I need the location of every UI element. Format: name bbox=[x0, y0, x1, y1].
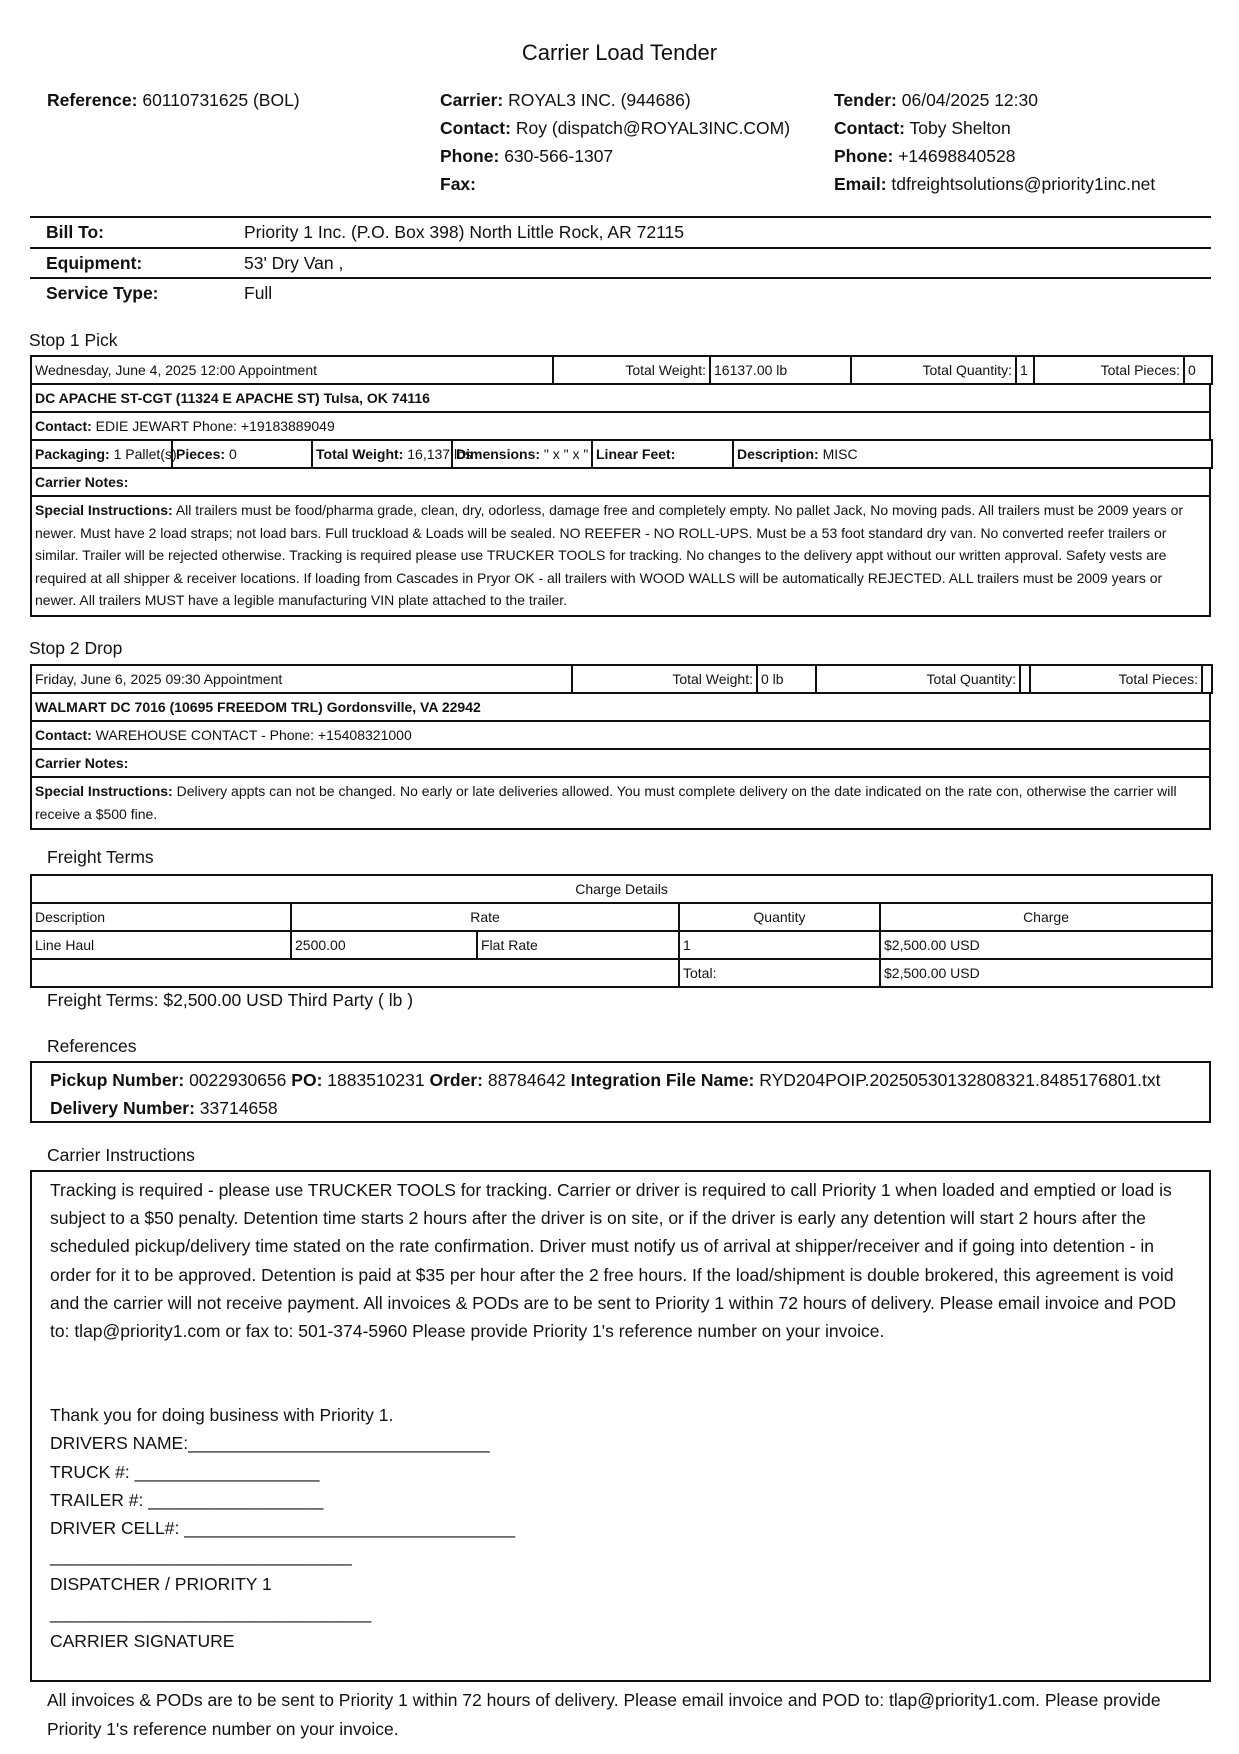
carrier-phone-label: Phone: bbox=[440, 146, 500, 166]
stop2-total-quantity-value bbox=[1020, 665, 1030, 693]
col-description: Description bbox=[31, 903, 291, 931]
stop1-carrier-notes: Carrier Notes: bbox=[31, 468, 1210, 496]
total-spacer bbox=[31, 959, 679, 987]
tender-value: 06/04/2025 12:30 bbox=[901, 90, 1038, 110]
stop2-total-pieces-value bbox=[1202, 665, 1212, 693]
signature-line: _______________________________ bbox=[50, 1546, 352, 1567]
stop1-detail-table bbox=[30, 383, 1211, 441]
tender-phone-value: +14698840528 bbox=[898, 146, 1016, 166]
stop1-contact-value: EDIE JEWART Phone: +19183889049 bbox=[95, 418, 335, 434]
tender-email-value: tdfreightsolutions@priority1inc.net bbox=[891, 174, 1156, 194]
equipment-label: Equipment: bbox=[46, 253, 143, 273]
stop1-notes-table bbox=[30, 467, 1211, 617]
row-charge: $2,500.00 USD bbox=[880, 931, 1212, 959]
dimensions-label: Dimensions: bbox=[456, 446, 541, 462]
pickup-label: Pickup Number: bbox=[50, 1070, 185, 1090]
order-value: 88784642 bbox=[487, 1070, 566, 1090]
equipment-value: 53' Dry Van , bbox=[244, 253, 344, 273]
integration-value: RYD204POIP.20250530132808321.8485176801.txt bbox=[759, 1070, 1161, 1090]
service-type-row bbox=[30, 283, 1211, 307]
packaging-value: 1 Pallet(s) bbox=[113, 446, 177, 462]
drivers-name-line: DRIVERS NAME:_______________________________ bbox=[50, 1433, 490, 1454]
reference-value: 60110731625 (BOL) bbox=[142, 90, 300, 110]
stop1-pieces bbox=[172, 440, 312, 468]
stop1-special-instructions bbox=[31, 496, 1210, 616]
carrier-phone-value: 630-566-1307 bbox=[504, 146, 614, 166]
service-type-value: Full bbox=[244, 283, 273, 303]
carrier-fax-label: Fax: bbox=[440, 174, 476, 194]
signature-line: _________________________________ bbox=[50, 1602, 372, 1623]
stop2-total-quantity-label: Total Quantity: bbox=[816, 665, 1020, 693]
stop2-appointment: Friday, June 6, 2025 09:30 Appointment bbox=[31, 665, 572, 693]
footer-note: All invoices & PODs are to be sent to Priority 1 within 72 hours of delivery. Please email invoice and POD to: tlap@priority1.com. Please provide Priority 1's reference number on your invoice. bbox=[47, 1690, 1161, 1739]
tender-phone-label: Phone: bbox=[834, 146, 894, 166]
order-label: Order: bbox=[429, 1070, 483, 1090]
tender-contact-value: Toby Shelton bbox=[909, 118, 1011, 138]
carrier-instructions-box bbox=[30, 1170, 1211, 1682]
weight-label: Total Weight: bbox=[316, 446, 404, 462]
divider bbox=[30, 247, 1211, 249]
dimensions-value: " x " x " bbox=[543, 446, 589, 462]
equipment-row bbox=[30, 253, 1211, 277]
pickup-value: 0022930656 bbox=[189, 1070, 287, 1090]
stop1-total-quantity-label: Total Quantity: bbox=[851, 356, 1016, 384]
stop2-heading: Stop 2 Drop bbox=[29, 638, 123, 658]
stop2-total-weight-label: Total Weight: bbox=[572, 665, 757, 693]
stop1-location: DC APACHE ST-CGT (11324 E APACHE ST) Tulsa, OK 74116 bbox=[31, 384, 1210, 412]
document-title: Carrier Load Tender bbox=[521, 40, 718, 65]
stop2-summary-table bbox=[30, 664, 1213, 694]
stop1-packaging bbox=[31, 440, 177, 468]
stop1-total-pieces-value: 0 bbox=[1184, 356, 1212, 384]
stop1-total-pieces-label: Total Pieces: bbox=[1034, 356, 1184, 384]
charge-details-header: Charge Details bbox=[31, 875, 1212, 903]
truck-line: TRUCK #: ___________________ bbox=[50, 1461, 320, 1482]
packaging-label: Packaging: bbox=[35, 446, 110, 462]
thanks-line: Thank you for doing business with Priority 1. bbox=[50, 1405, 394, 1426]
row-description: Line Haul bbox=[31, 931, 291, 959]
carrier-contact-value: Roy (dispatch@ROYAL3INC.COM) bbox=[515, 118, 791, 138]
col-rate: Rate bbox=[291, 903, 679, 931]
stop1-linear-feet bbox=[592, 440, 733, 468]
special-instructions-text: All trailers must be food/pharma grade, clean, dry, odorless, damage free and completely empty. No pallet Jack, No moving pads. All trailers must be 2009 years or newer. Must have 2 load straps; not load bars. Full truckload & Loads will be sealed. NO REEFER - NO ROLL-UPS. Must be a 53 foot standard dry van. No converted reefer trailers or similar. Trailer will be rejected otherwise. Tracking is required please use TRUCKER TOOLS for tracking. No changes to the delivery appt without our written approval. Safety vests are required at all shipper & receiver locations. If loading from Cascades in Pryor OK - all trailers with WOOD WALLS will be automatically REJECTED. ALL trailers must be 2009 years or newer. All trailers MUST have a legible manufacturing VIN plate attached to the trailer. bbox=[35, 502, 1184, 609]
references-box bbox=[30, 1061, 1211, 1123]
tender-block bbox=[834, 86, 1214, 198]
row-quantity: 1 bbox=[679, 931, 880, 959]
dispatcher-label: DISPATCHER / PRIORITY 1 bbox=[50, 1574, 272, 1595]
stop1-description bbox=[733, 440, 1212, 468]
tender-email-label: Email: bbox=[834, 174, 887, 194]
carrier-value: ROYAL3 INC. (944686) bbox=[508, 90, 691, 110]
row-rate-type: Flat Rate bbox=[477, 931, 679, 959]
divider bbox=[30, 277, 1211, 279]
references-heading: References bbox=[47, 1036, 137, 1056]
divider bbox=[30, 216, 1211, 218]
stop1-summary-table bbox=[30, 355, 1213, 385]
stop2-detail-table bbox=[30, 692, 1211, 830]
special-instructions-label: Special Instructions: bbox=[35, 502, 173, 519]
linear-feet-label: Linear Feet: bbox=[596, 446, 676, 462]
row-rate: 2500.00 bbox=[291, 931, 477, 959]
po-label: PO: bbox=[291, 1070, 323, 1090]
bill-to-value: Priority 1 Inc. (P.O. Box 398) North Little Rock, AR 72115 bbox=[244, 222, 684, 242]
carrier-block bbox=[440, 86, 830, 198]
delivery-label: Delivery Number: bbox=[50, 1098, 195, 1118]
stop2-total-pieces-label: Total Pieces: bbox=[1030, 665, 1202, 693]
stop2-contact-value: WAREHOUSE CONTACT - Phone: +15408321000 bbox=[95, 727, 412, 743]
freight-heading: Freight Terms bbox=[47, 847, 154, 867]
integration-label: Integration File Name: bbox=[570, 1070, 755, 1090]
carrier-signature-label: CARRIER SIGNATURE bbox=[50, 1630, 235, 1651]
stop1-total-quantity-value: 1 bbox=[1016, 356, 1034, 384]
stop1-heading: Stop 1 Pick bbox=[29, 330, 118, 350]
stop1-appointment: Wednesday, June 4, 2025 12:00 Appointment bbox=[31, 356, 553, 384]
stop2-location: WALMART DC 7016 (10695 FREEDOM TRL) Gordonsville, VA 22942 bbox=[31, 693, 1210, 721]
stop1-contact bbox=[31, 412, 1210, 440]
col-charge: Charge bbox=[880, 903, 1212, 931]
delivery-value: 33714658 bbox=[199, 1098, 278, 1118]
special-instructions-text: Delivery appts can not be changed. No early or late deliveries allowed. You must complete delivery on the date indicated on the rate con, otherwise the carrier will receive a $500 fine. bbox=[35, 783, 1177, 822]
stop1-packaging-table bbox=[30, 439, 1213, 469]
spacer bbox=[50, 1345, 1191, 1401]
driver-cell-line: DRIVER CELL#: __________________________________ bbox=[50, 1518, 516, 1539]
total-row bbox=[31, 959, 1212, 987]
stop1-total-weight-value: 16137.00 lb bbox=[710, 356, 851, 384]
total-label: Total: bbox=[679, 959, 880, 987]
description-value: MISC bbox=[822, 446, 858, 462]
pieces-label: Pieces: bbox=[176, 446, 226, 462]
instructions-body: Tracking is required - please use TRUCKER TOOLS for tracking. Carrier or driver is required to call Priority 1 when loaded and emptied or load is subject to a $50 penalty. Detention time starts 2 hours after the driver is on site, or if the driver is early any detention will start 2 hours after the scheduled pickup/delivery time stated on the rate confirmation. Driver must notify us of arrival at shipper/receiver and if going into detention - in order for it to be approved. Detention is paid at $35 per hour after the 2 free hours. If the load/shipment is double brokered, this agreement is void and the carrier will not receive payment. All invoices & PODs are to be sent to Priority 1 within 72 hours of delivery. Please email invoice and POD to: tlap@priority1.com or fax to: 501-374-5960 Please provide Priority 1's reference number on your invoice. bbox=[50, 1180, 1177, 1342]
reference-label: Reference: bbox=[47, 90, 138, 110]
service-type-label: Service Type: bbox=[46, 283, 159, 303]
bill-to-row bbox=[30, 222, 1211, 246]
total-value: $2,500.00 USD bbox=[880, 959, 1212, 987]
table-row bbox=[31, 931, 1212, 959]
trailer-line: TRAILER #: __________________ bbox=[50, 1489, 324, 1510]
col-quantity: Quantity bbox=[679, 903, 880, 931]
weight-value: 16,137 lbs bbox=[407, 446, 472, 462]
pieces-value: 0 bbox=[228, 446, 237, 462]
tender-contact-label: Contact: bbox=[834, 118, 905, 138]
po-value: 1883510231 bbox=[327, 1070, 425, 1090]
tender-label: Tender: bbox=[834, 90, 897, 110]
carrier-instructions-heading: Carrier Instructions bbox=[47, 1145, 195, 1165]
bill-to-label: Bill To: bbox=[46, 222, 104, 242]
stop1-total-weight-label: Total Weight: bbox=[553, 356, 710, 384]
stop2-contact-label: Contact: bbox=[35, 727, 92, 743]
special-instructions-label: Special Instructions: bbox=[35, 783, 173, 799]
stop1-dimensions bbox=[452, 440, 592, 468]
carrier-label: Carrier: bbox=[440, 90, 504, 110]
charge-details-table bbox=[30, 874, 1213, 988]
stop2-total-weight-value: 0 lb bbox=[757, 665, 816, 693]
freight-terms-line: Freight Terms: $2,500.00 USD Third Party ( lb ) bbox=[47, 990, 414, 1010]
stop2-special-instructions bbox=[31, 777, 1210, 829]
description-label: Description: bbox=[737, 446, 819, 462]
carrier-contact-label: Contact: bbox=[440, 118, 511, 138]
stop2-contact bbox=[31, 721, 1210, 749]
stop1-weight bbox=[312, 440, 472, 468]
reference-block bbox=[47, 86, 427, 114]
stop2-carrier-notes: Carrier Notes: bbox=[31, 749, 1210, 777]
stop1-contact-label: Contact: bbox=[35, 418, 92, 434]
